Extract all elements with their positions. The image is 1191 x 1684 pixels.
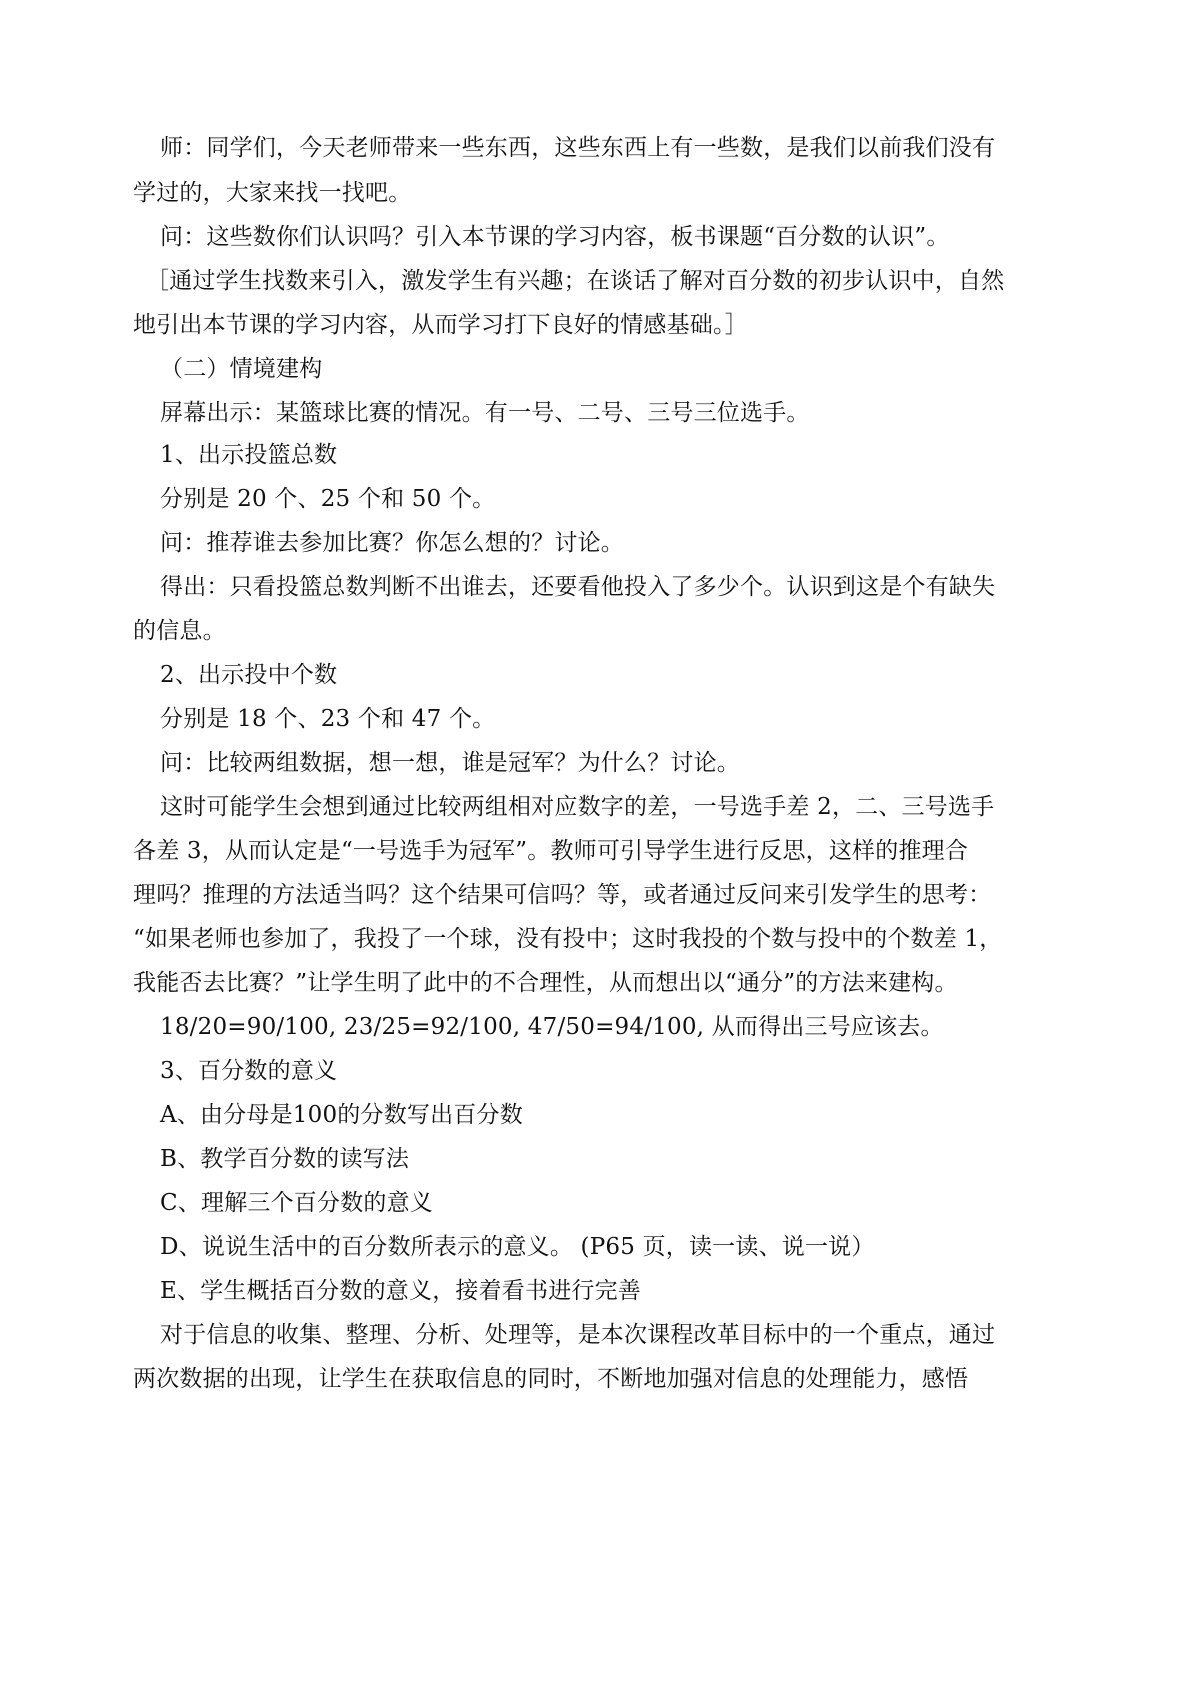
text-line: 得出：只看投篮总数判断不出谁去，还要看他投入了多少个。认识到这是个有缺失: [160, 574, 996, 600]
text-line: C、理解三个百分数的意义: [160, 1190, 433, 1216]
text-line: 问：这些数你们认识吗？引入本节课的学习内容，板书课题“百分数的认识”。: [160, 224, 950, 250]
text-line: 分别是 18 个、23 个和 47 个。: [160, 706, 496, 732]
text-line: 各差 3，从而认定是“一号选手为冠军”。教师可引导学生进行反思，这样的推理合: [133, 838, 969, 864]
text-line: 18/20=90/100, 23/25=92/100, 47/50=94/100, 从而得出三号应该去。: [160, 1014, 944, 1040]
text-line: 这时可能学生会想到通过比较两组相对应数字的差，一号选手差 2，二、三号选手: [160, 794, 995, 820]
text-line: ［通过学生找数来引入，激发学生有兴趣；在谈话了解对百分数的初步认识中，自然: [146, 268, 1005, 294]
text-line: 两次数据的出现，让学生在获取信息的同时，不断地加强对信息的处理能力，感悟: [133, 1366, 969, 1392]
text-line: 理吗？推理的方法适当吗？这个结果可信吗？等，或者通过反问来引发学生的思考：: [133, 882, 992, 908]
text-line: 3、百分数的意义: [160, 1058, 338, 1084]
text-line: 我能否去比赛？”让学生明了此中的不合理性，从而想出以“通分”的方法来建构。: [133, 970, 958, 996]
text-line: 分别是 20 个、25 个和 50 个。: [160, 486, 496, 512]
text-line: （二）情境建构: [160, 356, 323, 382]
text-line: 师：同学们，今天老师带来一些东西，这些东西上有一些数，是我们以前我们没有: [160, 135, 996, 161]
text-line: 问：比较两组数据，想一想，谁是冠军？为什么？讨论。: [160, 750, 740, 776]
text-line: 对于信息的收集、整理、分析、处理等，是本次课程改革目标中的一个重点，通过: [160, 1322, 996, 1348]
text-line: B、教学百分数的读写法: [160, 1146, 410, 1172]
text-line: A、由分母是100的分数写出百分数: [160, 1102, 523, 1128]
text-line: 地引出本节课的学习内容，从而学习打下良好的情感基础。］: [133, 312, 748, 338]
text-line: 问：推荐谁去参加比赛？你怎么想的？讨论。: [160, 530, 624, 556]
text-line: D、说说生活中的百分数所表示的意义。 (P65 页，读一读、说一说）: [160, 1234, 875, 1260]
text-line: 1、出示投篮总数: [160, 442, 338, 468]
text-line: “如果老师也参加了，我投了一个球，没有投中；这时我投的个数与投中的个数差 1，: [133, 926, 1003, 952]
text-line: 学过的，大家来找一找吧。: [133, 180, 412, 206]
text-line: 2、出示投中个数: [160, 662, 338, 688]
text-line: E、学生概括百分数的意义，接着看书进行完善: [160, 1278, 641, 1304]
text-line: 屏幕出示：某篮球比赛的情况。有一号、二号、三号三位选手。: [160, 400, 810, 426]
text-line: 的信息。: [133, 618, 226, 644]
